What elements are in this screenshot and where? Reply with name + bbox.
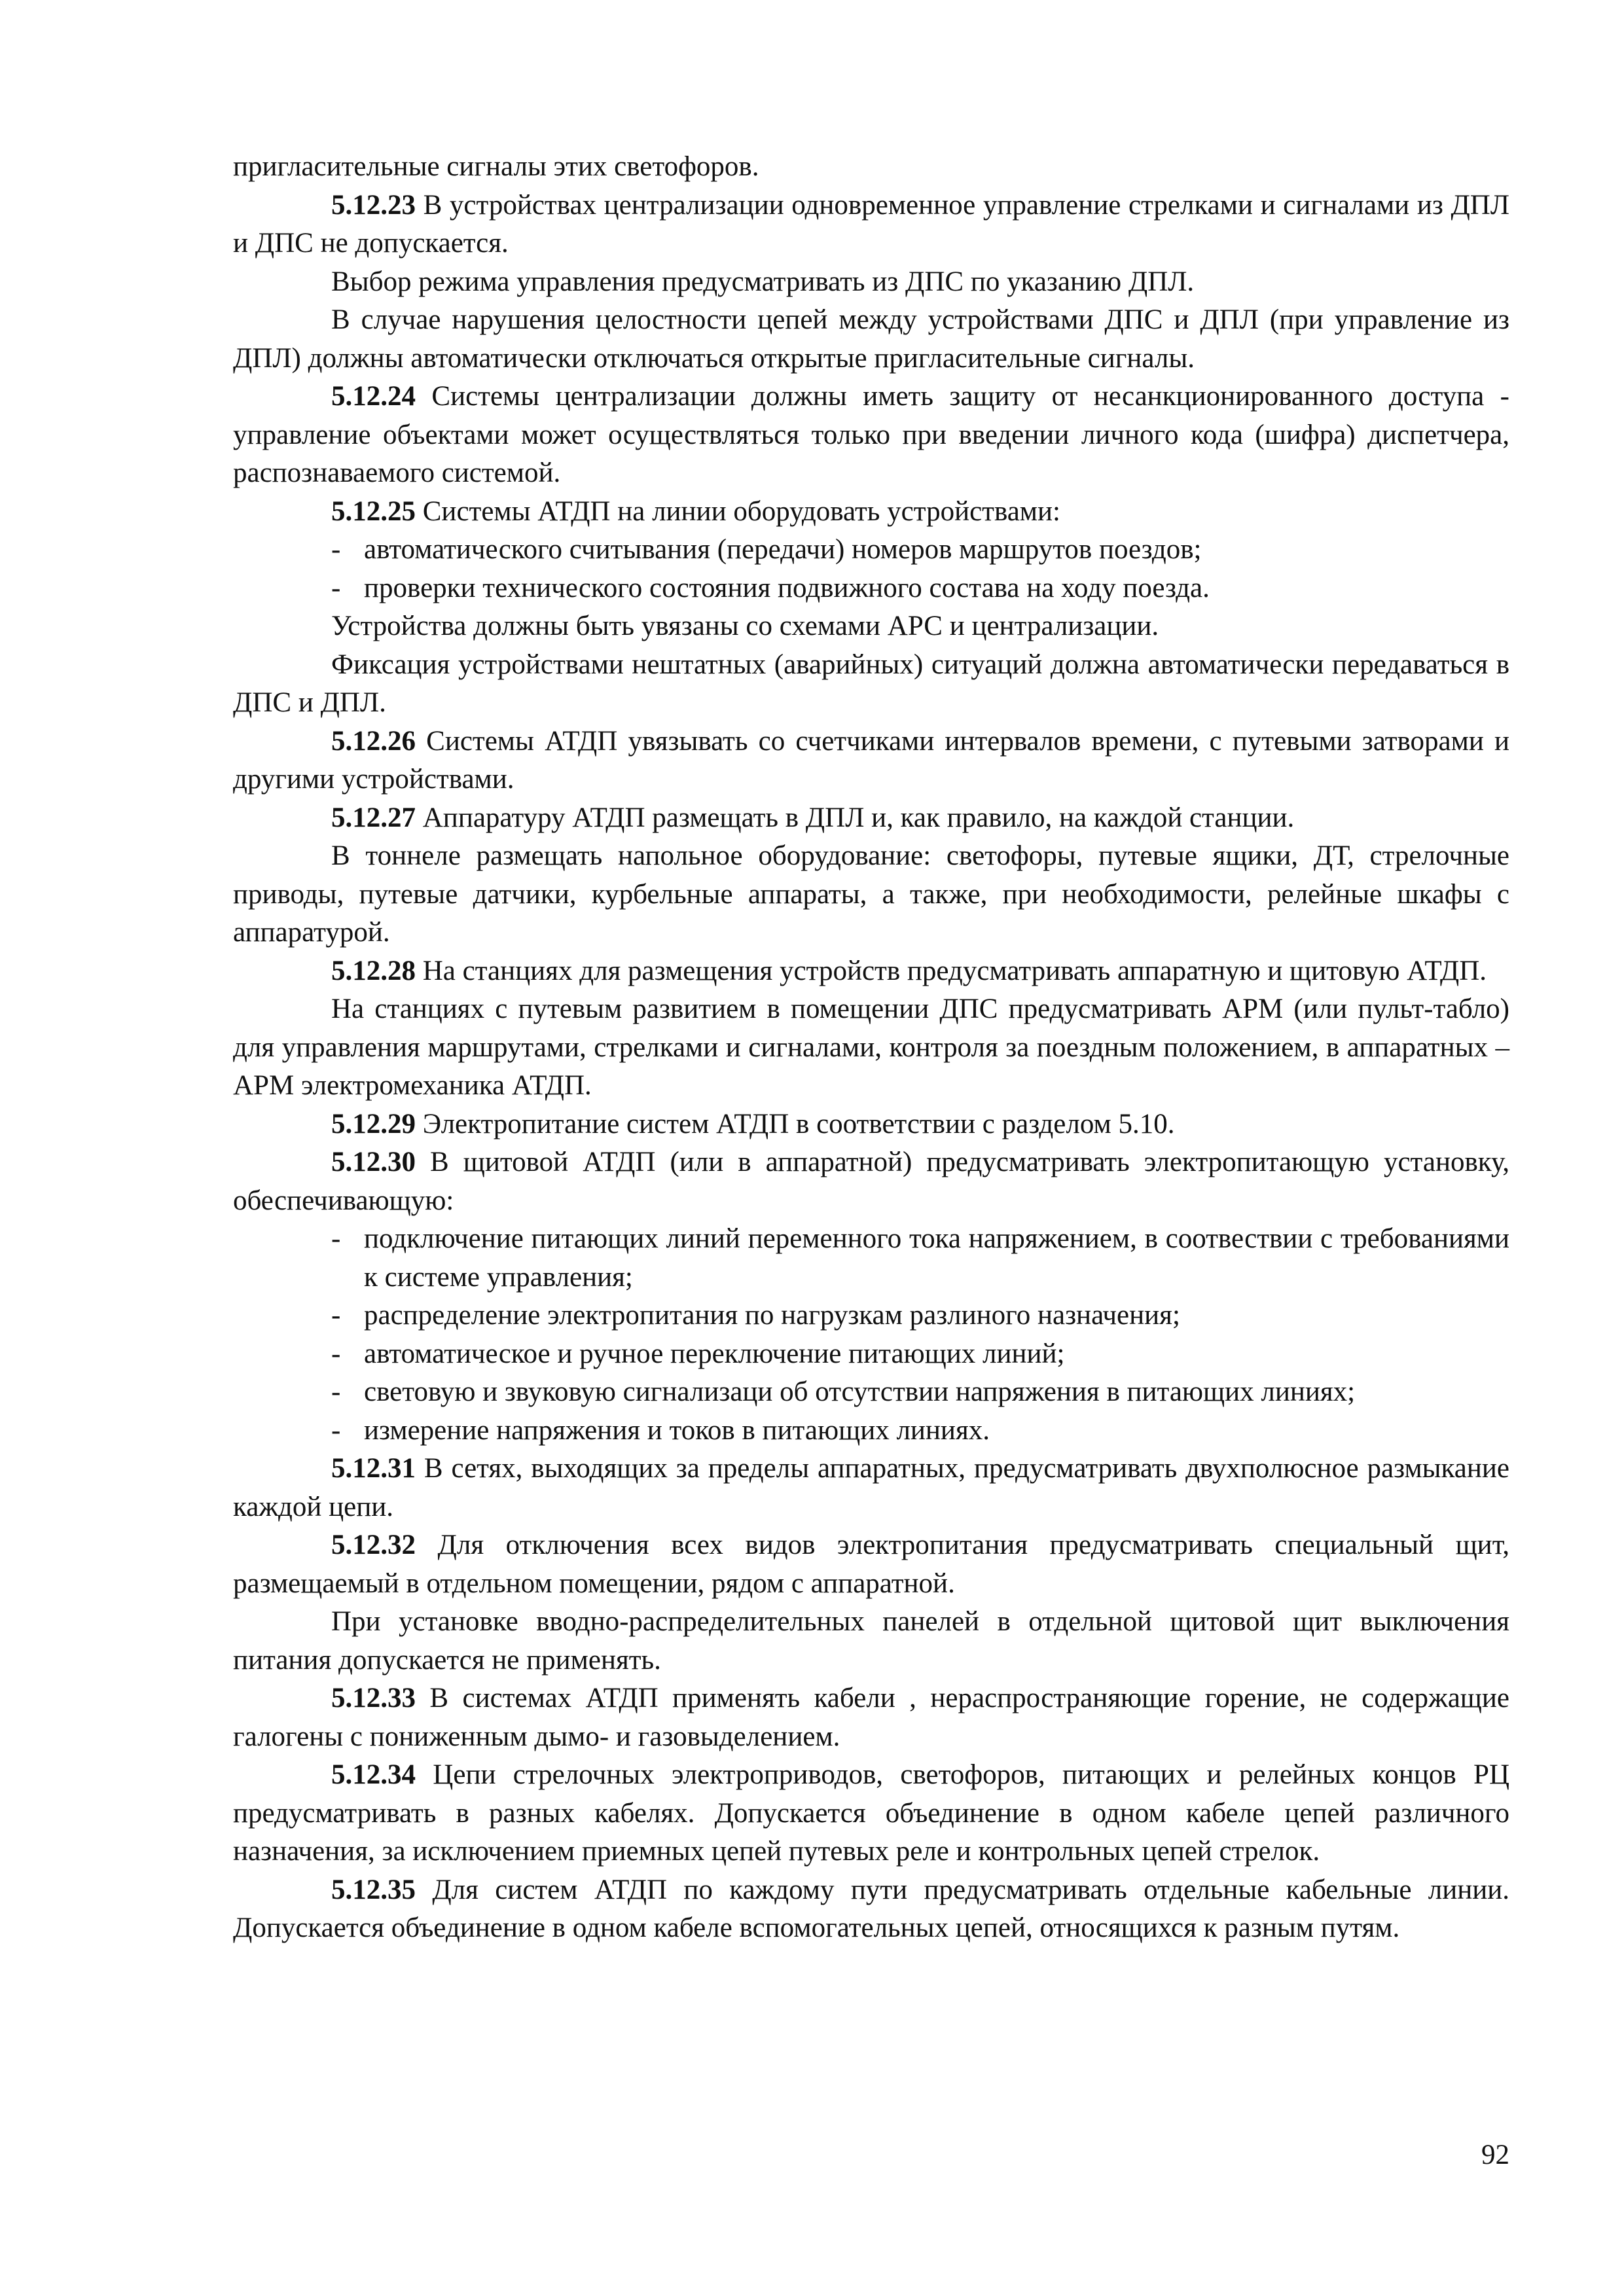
clause-number: 5.12.27 bbox=[331, 802, 416, 833]
paragraph: Фиксация устройствами нештатных (аварийных) ситуаций должна автоматически передаваться в ДПС и ДПЛ. bbox=[233, 649, 1509, 718]
clause-number: 5.12.23 bbox=[331, 189, 416, 221]
clause-number: 5.12.28 bbox=[331, 955, 416, 986]
clause-5-12-35: 5.12.35 Для систем АТДП по каждому пути предусматривать отдельные кабельные линии. Допускается объединение в одном кабеле вспомогательных цепей, относящихся к разным путям. bbox=[233, 1874, 1509, 1943]
clause-number: 5.12.34 bbox=[331, 1759, 416, 1790]
clause-5-12-30: 5.12.30 В щитовой АТДП (или в аппаратной) предусматривать электропитающую установку, обеспечивающую: bbox=[233, 1147, 1509, 1216]
page-number: 92 bbox=[1481, 2140, 1509, 2170]
paragraph: В случае нарушения целостности цепей между устройствами ДПС и ДПЛ (при управление из ДПЛ) должны автоматически отключаться открытые пригласительные сигналы. bbox=[233, 304, 1509, 374]
list-item: - автоматического считывания (передачи) номеров маршрутов поездов; bbox=[331, 534, 1202, 565]
clause-number: 5.12.30 bbox=[331, 1147, 416, 1177]
clause-5-12-32: 5.12.32 Для отключения всех видов электропитания предусматривать специальный щит, размещаемый в отдельном помещении, рядом с аппаратной. bbox=[233, 1530, 1509, 1599]
clause-number: 5.12.31 bbox=[331, 1453, 416, 1484]
clause-5-12-27: 5.12.27 Аппаратуру АТДП размещать в ДПЛ и, как правило, на каждой станции. bbox=[331, 802, 1295, 833]
clause-5-12-26: 5.12.26 Системы АТДП увязывать со счетчиками интервалов времени, с путевыми затворами и другими устройствами. bbox=[233, 725, 1509, 795]
clause-number: 5.12.29 bbox=[331, 1108, 416, 1139]
clause-5-12-34: 5.12.34 Цепи стрелочных электроприводов, светофоров, питающих и релейных концов РЦ предусматривать в разных кабелях. Допускается объединение в одном кабеле цепей различного назначения, за исключением приемных цепей путевых реле и контрольных цепей стрелок. bbox=[233, 1759, 1509, 1867]
list-item: - распределение электропитания по нагрузкам разлиного назначения; bbox=[331, 1300, 1180, 1331]
clause-5-12-29: 5.12.29 Электропитание систем АТДП в соответствии с разделом 5.10. bbox=[331, 1108, 1175, 1139]
list-item: - измерение напряжения и токов в питающих линиях. bbox=[331, 1414, 990, 1446]
paragraph: На станциях с путевым развитием в помещении ДПС предусматривать АРМ (или пульт-табло) для управления маршрутами, стрелками и сигналами, контроля за поездным положением, в аппаратных – АРМ электромеханика АТДП. bbox=[233, 994, 1509, 1101]
paragraph-continuation: пригласительные сигналы этих светофоров. bbox=[233, 151, 759, 182]
clause-5-12-28: 5.12.28 На станциях для размещения устройств предусматривать аппаратную и щитовую АТДП. bbox=[331, 955, 1487, 986]
clause-number: 5.12.25 bbox=[331, 495, 416, 527]
paragraph: При установке вводно-распределительных панелей в отдельной щитовой щит выключения питания допускается не применять. bbox=[233, 1606, 1509, 1676]
list-item: - проверки технического состояния подвижного состава на ходу поезда. bbox=[331, 572, 1210, 603]
paragraph: В тоннеле размещать напольное оборудование: светофоры, путевые ящики, ДТ, стрелочные приводы, путевые датчики, курбельные аппараты, а также, при необходимости, релейные шкафы с аппаратурой. bbox=[233, 840, 1509, 948]
clause-number: 5.12.33 bbox=[331, 1683, 416, 1713]
paragraph: Устройства должны быть увязаны со схемами АРС и централизации. bbox=[331, 611, 1159, 641]
clause-number: 5.12.35 bbox=[331, 1874, 416, 1905]
clause-5-12-25: 5.12.25 Системы АТДП на линии оборудовать устройствами: bbox=[331, 495, 1060, 527]
list-item: - световую и звуковую сигнализаци об отсутствии напряжения в питающих линиях; bbox=[331, 1376, 1356, 1407]
clause-number: 5.12.24 bbox=[331, 381, 416, 412]
clause-5-12-24: 5.12.24 Системы централизации должны иметь защиту от несанкционированного доступа - управление объектами может осуществляться только при введении личного кода (шифра) диспетчера, распознаваемого системой. bbox=[233, 381, 1509, 488]
document-body bbox=[233, 148, 1509, 1948]
list-item: - подключение питающих линий переменного тока напряжением, в соотвествии с требованиями к системе управления; bbox=[331, 1223, 1509, 1293]
paragraph: Выбор режима управления предусматривать из ДПС по указанию ДПЛ. bbox=[331, 266, 1195, 297]
clause-number: 5.12.32 bbox=[331, 1530, 416, 1560]
list-item: - автоматическое и ручное переключение питающих линий; bbox=[331, 1338, 1065, 1369]
clause-number: 5.12.26 bbox=[331, 725, 416, 757]
clause-5-12-33: 5.12.33 В системах АТДП применять кабели , нераспространяющие горение, не содержащие галогены с пониженным дымо- и газовыделением. bbox=[233, 1683, 1509, 1752]
clause-5-12-23: 5.12.23 В устройствах централизации одновременное управление стрелками и сигналами из ДПЛ и ДПС не допускается. bbox=[233, 189, 1509, 259]
clause-5-12-31: 5.12.31 В сетях, выходящих за пределы аппаратных, предусматривать двухполюсное размыкание каждой цепи. bbox=[233, 1453, 1509, 1522]
